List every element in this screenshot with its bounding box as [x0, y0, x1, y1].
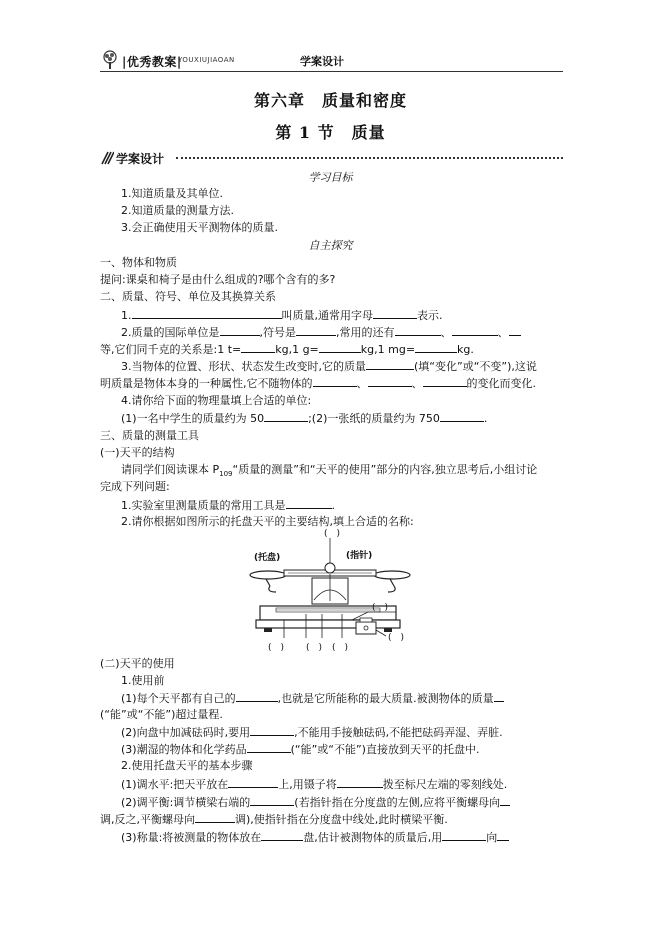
item-4: 4.请你给下面的物理量填上合适的单位:: [121, 394, 312, 407]
brand-name-en: YOUXIUJIAOAN: [178, 56, 235, 64]
goal-item: 3.会正确使用天平测物体的质量.: [121, 221, 278, 234]
dotted-rule: [176, 157, 563, 159]
item-4-parts: (1)一名中学生的质量约为 50 ;(2)一张纸的质量约为 750 .: [121, 412, 488, 425]
problem-2: 2.请你根据如图所示的托盘天平的主要结构,填上合适的名称:: [121, 515, 414, 528]
step-2-cont: 调,反之,平衡螺母向 调),使指针指在分度盘中线处,此时横梁平衡.: [100, 813, 448, 826]
subheading-goals: 学习目标: [308, 171, 353, 184]
section-label: 学案设计: [116, 152, 165, 166]
heading-1: 一、物体和物质: [100, 256, 177, 269]
reading-line-cont: 完成下列问题:: [100, 480, 170, 493]
fig-label-pointer: (指针): [346, 551, 373, 561]
fig-label-right-1: ( ): [372, 603, 389, 613]
chapter-title: 第六章 质量和密度: [253, 91, 407, 110]
goal-item: 2.知道质量的测量方法.: [121, 204, 234, 217]
tree-logo-icon: [100, 50, 120, 70]
section-bar: [100, 150, 563, 166]
subsection-usage: (二)天平的使用: [100, 657, 175, 670]
heading-2: 二、质量、符号、单位及其换算关系: [100, 290, 276, 303]
header-title: 学案设计: [300, 55, 344, 68]
fig-label-top: ( ): [324, 529, 341, 539]
subheading-explore: 自主探究: [308, 239, 353, 252]
question-line: 提问:课桌和椅子是由什么组成的?哪个含有的多?: [100, 273, 336, 286]
item-3-cont: 明质量是物体本身的一种属性,它不随物体的 、 、 的变化而变化.: [100, 377, 536, 390]
goal-item: 1.知道质量及其单位.: [121, 187, 223, 200]
step-1: (1)调水平:把天平放在 上,用镊子将 拨至标尺左端的零刻线处.: [121, 778, 508, 791]
balance-figure: [246, 526, 426, 654]
stripes-icon: [100, 151, 114, 165]
fig-label-tray: (托盘): [254, 553, 281, 563]
usage-1-cont: (“能”或“不能”)超过量程.: [100, 708, 223, 721]
item-3: 3.当物体的位置、形状、状态发生改变时,它的质量 (填“变化”或“不变”),这说: [121, 360, 537, 373]
reading-line: 请同学们阅读课本 $P_{109}“$质量的测量”和“天平的使用”部分的内容,独立思考后,小组讨论: [121, 463, 538, 479]
usage-2: (2)向盘中加减砝码时,要用 ,不能用手接触砝码,不能把砝码弄湿、弄脏.: [121, 726, 503, 739]
brand-name: |优秀教案|: [122, 55, 182, 69]
fig-label-right-2: ( ): [388, 633, 405, 643]
item-1: 1. 叫质量,通常用字母 表示.: [121, 309, 443, 322]
subsection-structure: (一)天平的结构: [100, 446, 175, 459]
heading-3: 三、质量的测量工具: [100, 429, 199, 442]
fig-label-bottom-2: ( ): [306, 643, 323, 653]
fig-label-bottom-1: ( ): [268, 643, 285, 653]
usage-3: (3)潮湿的物体和化学药品 (“能”或“不能”)直接放到天平的托盘中.: [121, 743, 480, 756]
usage-1: (1)每个天平都有自己的 ,也就是它所能称的最大质量.被测物体的质量: [121, 690, 584, 706]
problem-1: 1.实验室里测量质量的常用工具是 .: [121, 499, 335, 512]
section-title: 第 1 节 质量: [275, 123, 386, 142]
item-2: 2.质量的国际单位是 ,符号是 ,常用的还有 、 、: [121, 324, 584, 340]
item-2-cont: 等,它们同千克的关系是:1 t= kg,1 g= kg,1 mg= kg.: [100, 343, 474, 356]
usage-before: 1.使用前: [121, 674, 165, 687]
fig-label-bottom-3: ( ): [332, 643, 349, 653]
header-logo: [100, 50, 270, 70]
usage-steps: 2.使用托盘天平的基本步骤: [121, 759, 253, 772]
step-2: (2)调平衡:调节横梁右端的 (若指针指在分度盘的左侧,应将平衡螺母向: [121, 794, 584, 810]
header-rule: [100, 71, 563, 72]
step-3: (3)称量:将被测量的物体放在 盘,估计被测物体的质量后,用 向: [121, 829, 584, 845]
